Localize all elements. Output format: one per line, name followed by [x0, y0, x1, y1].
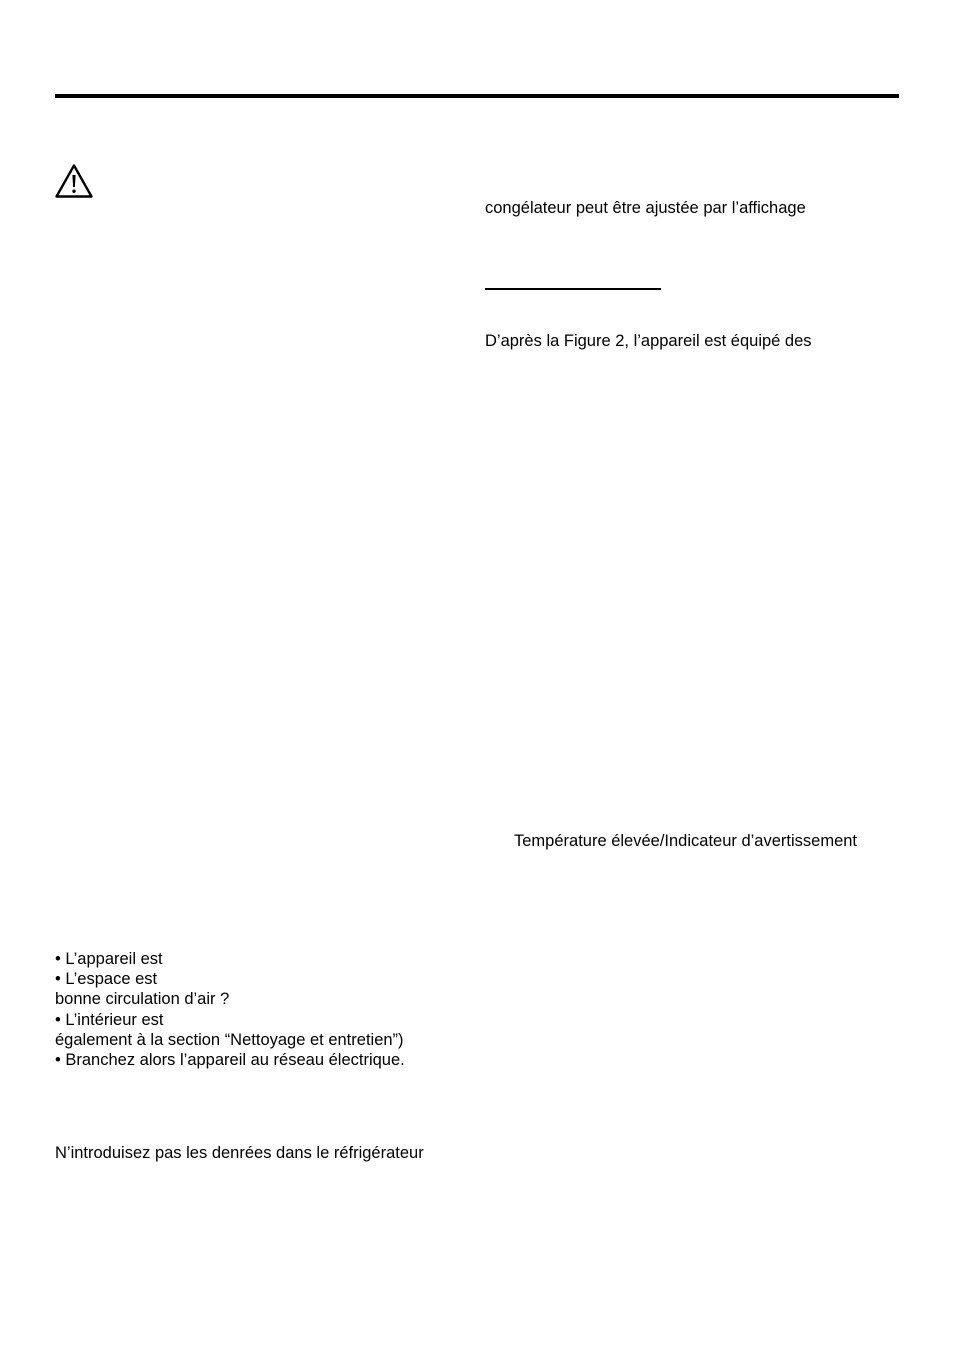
- checklist-item: bonne circulation d’air ?: [55, 990, 230, 1009]
- warning-icon: [54, 163, 94, 199]
- section-heading-underline: [485, 288, 661, 290]
- text-display-adjust: congélateur peut être ajustée par l’affichage: [485, 199, 806, 217]
- text-figure-reference: D’après la Figure 2, l’appareil est équipé des: [485, 332, 812, 350]
- checklist-item: également à la section “Nettoyage et entretien”): [55, 1030, 404, 1049]
- checklist-item: • L’espace est: [55, 970, 158, 989]
- food-note: N’introduisez pas les denrées dans le réfrigérateur: [55, 1144, 424, 1162]
- checklist-item: • Branchez alors l’appareil au réseau électrique.: [55, 1051, 405, 1070]
- indicator-label: Température élevée/Indicateur d’avertissement: [514, 832, 858, 850]
- header-rule: [55, 94, 899, 98]
- checklist-item: • L’appareil est: [55, 950, 163, 968]
- installation-checklist: [55, 949, 405, 1070]
- checklist-item: • L’intérieur est: [55, 1010, 164, 1029]
